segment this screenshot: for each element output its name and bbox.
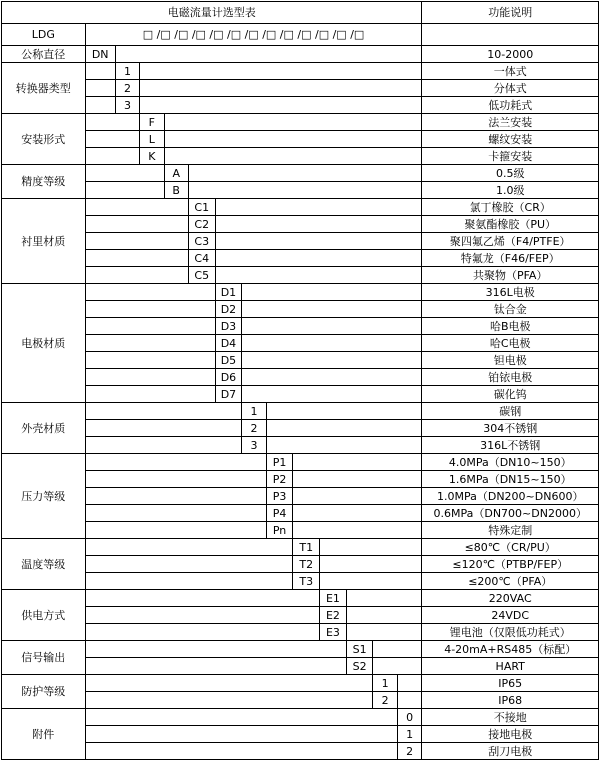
desc-pressure-4: 0.6MPa（DN700~DN2000）: [422, 505, 599, 522]
spacer: [85, 318, 215, 335]
desc-protection-2: IP68: [422, 692, 599, 709]
row-label-signal-output: 信号输出: [2, 641, 86, 675]
model-code-pattern: □ /□ /□ /□ /□ /□ /□ /□ /□ /□ /□ /□ /□: [85, 24, 422, 46]
table-row: [2, 420, 599, 437]
desc-converter-type-1: 一体式: [422, 63, 599, 80]
spacer: [242, 301, 422, 318]
table-row: [2, 335, 599, 352]
code-dn: DN: [85, 46, 115, 63]
code-electrode-5: D5: [215, 352, 242, 369]
table-row: [2, 318, 599, 335]
spacer: [293, 471, 422, 488]
table-row: [2, 199, 599, 216]
code-accessory-2: 1: [397, 726, 422, 743]
code-electrode-1: D1: [215, 284, 242, 301]
spacer: [85, 97, 115, 114]
table-row: [2, 641, 599, 658]
code-electrode-7: D7: [215, 386, 242, 403]
spacer: [164, 114, 422, 131]
code-accuracy-2: B: [164, 182, 188, 199]
table-row: [2, 301, 599, 318]
code-converter-type-3: 3: [115, 97, 139, 114]
spacer: [85, 556, 293, 573]
desc-pressure-1: 4.0MPa（DN10~150）: [422, 454, 599, 471]
table-row: [2, 131, 599, 148]
table-row: [2, 471, 599, 488]
desc-pressure-5: 特殊定制: [422, 522, 599, 539]
table-row: [2, 403, 599, 420]
code-power-2: E2: [320, 607, 347, 624]
spacer: [85, 488, 266, 505]
code-temperature-1: T1: [293, 539, 320, 556]
code-accessory-1: 0: [397, 709, 422, 726]
desc-electrode-7: 碳化钨: [422, 386, 599, 403]
function-header: 功能说明: [422, 2, 599, 24]
spacer: [85, 63, 115, 80]
spacer: [85, 573, 293, 590]
desc-housing-3: 316L不锈钢: [422, 437, 599, 454]
code-accuracy-1: A: [164, 165, 188, 182]
code-accessory-3: 2: [397, 743, 422, 760]
desc-install-type-1: 法兰安装: [422, 114, 599, 131]
desc-accuracy-1: 0.5级: [422, 165, 599, 182]
code-pressure-5: Pn: [266, 522, 293, 539]
table-row: [2, 743, 599, 760]
table-row: [2, 573, 599, 590]
function-blank: [422, 24, 599, 46]
spacer: [85, 233, 188, 250]
code-install-type-3: K: [140, 148, 164, 165]
table-row: [2, 590, 599, 607]
row-label-converter-type: 转换器类型: [2, 63, 86, 114]
code-signal-2: S2: [346, 658, 373, 675]
spacer: [85, 590, 319, 607]
code-liner-3: C3: [188, 233, 215, 250]
desc-liner-5: 共聚物（PFA）: [422, 267, 599, 284]
code-electrode-6: D6: [215, 369, 242, 386]
spacer: [293, 488, 422, 505]
desc-electrode-5: 钽电极: [422, 352, 599, 369]
desc-pressure-2: 1.6MPa（DN15~150）: [422, 471, 599, 488]
code-housing-3: 3: [242, 437, 266, 454]
table-row: [2, 46, 599, 63]
spacer: [85, 607, 319, 624]
desc-power-2: 24VDC: [422, 607, 599, 624]
spacer: [85, 403, 242, 420]
spacer: [242, 284, 422, 301]
selection-table: [1, 1, 599, 760]
desc-temperature-2: ≤120℃（PTBP/FEP）: [422, 556, 599, 573]
code-temperature-2: T2: [293, 556, 320, 573]
code-liner-1: C1: [188, 199, 215, 216]
table-row: [2, 114, 599, 131]
spacer: [85, 182, 164, 199]
spacer: [397, 692, 422, 709]
spacer: [85, 420, 242, 437]
desc-electrode-6: 铂铱电极: [422, 369, 599, 386]
table-row: [2, 250, 599, 267]
desc-temperature-1: ≤80℃（CR/PU）: [422, 539, 599, 556]
table-row: [2, 233, 599, 250]
code-converter-type-1: 1: [115, 63, 139, 80]
code-liner-5: C5: [188, 267, 215, 284]
table-row: [2, 607, 599, 624]
spacer: [85, 165, 164, 182]
spacer: [242, 369, 422, 386]
row-label-electrode-material: 电极材质: [2, 284, 86, 403]
table-row: [2, 63, 599, 80]
spacer: [85, 624, 319, 641]
spacer: [293, 522, 422, 539]
spacer: [346, 624, 422, 641]
desc-electrode-3: 哈B电极: [422, 318, 599, 335]
spacer: [242, 386, 422, 403]
table-row: [2, 369, 599, 386]
table-row: [2, 675, 599, 692]
model-code-row: [2, 24, 599, 46]
desc-electrode-1: 316L电极: [422, 284, 599, 301]
spacer: [85, 386, 215, 403]
code-power-3: E3: [320, 624, 347, 641]
spacer: [215, 216, 422, 233]
table-row: [2, 386, 599, 403]
desc-liner-1: 氯丁橡胶（CR）: [422, 199, 599, 216]
spacer: [140, 80, 422, 97]
spacer: [85, 335, 215, 352]
row-label-accessories: 附件: [2, 709, 86, 760]
desc-liner-3: 聚四氟乙烯（F4/PTFE）: [422, 233, 599, 250]
desc-signal-1: 4-20mA+RS485（标配）: [422, 641, 599, 658]
desc-liner-4: 特氟龙（F46/FEP）: [422, 250, 599, 267]
code-install-type-1: F: [140, 114, 164, 131]
spacer: [373, 641, 422, 658]
row-label-temperature-rating: 温度等级: [2, 539, 86, 590]
spacer: [85, 709, 397, 726]
spacer: [85, 131, 140, 148]
spacer: [242, 335, 422, 352]
desc-accuracy-2: 1.0级: [422, 182, 599, 199]
spacer: [85, 216, 188, 233]
spacer: [242, 352, 422, 369]
spacer: [85, 80, 115, 97]
code-liner-4: C4: [188, 250, 215, 267]
desc-temperature-3: ≤200℃（PFA）: [422, 573, 599, 590]
code-protection-2: 2: [373, 692, 397, 709]
table-row: [2, 454, 599, 471]
row-label-install-type: 安装形式: [2, 114, 86, 165]
desc-housing-1: 碳钢: [422, 403, 599, 420]
code-pressure-2: P2: [266, 471, 293, 488]
spacer: [320, 573, 422, 590]
code-liner-2: C2: [188, 216, 215, 233]
model-prefix: LDG: [2, 24, 86, 46]
spacer: [346, 590, 422, 607]
spacer: [85, 267, 188, 284]
spacer: [346, 607, 422, 624]
spacer: [85, 250, 188, 267]
spacer: [85, 522, 266, 539]
row-label-power-supply: 供电方式: [2, 590, 86, 641]
spacer: [397, 675, 422, 692]
desc-install-type-2: 螺纹安装: [422, 131, 599, 148]
spacer: [293, 454, 422, 471]
table-row: [2, 624, 599, 641]
spacer: [188, 182, 422, 199]
desc-accessory-2: 接地电极: [422, 726, 599, 743]
spacer: [140, 63, 422, 80]
table-row: [2, 505, 599, 522]
table-row: [2, 216, 599, 233]
spacer: [85, 114, 140, 131]
spacer: [188, 165, 422, 182]
table-row: [2, 726, 599, 743]
table-row: [2, 97, 599, 114]
table-row: [2, 284, 599, 301]
spacer: [320, 556, 422, 573]
spacer: [85, 726, 397, 743]
spacer: [215, 233, 422, 250]
spacer: [85, 199, 188, 216]
code-power-1: E1: [320, 590, 347, 607]
spacer: [164, 131, 422, 148]
spacer: [85, 658, 346, 675]
spacer: [266, 420, 422, 437]
table-row: [2, 437, 599, 454]
spacer: [85, 454, 266, 471]
row-label-housing-material: 外壳材质: [2, 403, 86, 454]
spacer: [293, 505, 422, 522]
spacer: [242, 318, 422, 335]
spacer: [215, 199, 422, 216]
spacer: [373, 658, 422, 675]
spacer: [85, 675, 373, 692]
desc-electrode-2: 钛合金: [422, 301, 599, 318]
desc-pressure-3: 1.0MPa（DN200~DN600）: [422, 488, 599, 505]
code-housing-1: 1: [242, 403, 266, 420]
table-row: [2, 658, 599, 675]
row-label-accuracy: 精度等级: [2, 165, 86, 199]
code-pressure-1: P1: [266, 454, 293, 471]
spacer: [85, 148, 140, 165]
code-electrode-2: D2: [215, 301, 242, 318]
code-protection-1: 1: [373, 675, 397, 692]
table-row: [2, 148, 599, 165]
spacer: [85, 692, 373, 709]
table-row: [2, 165, 599, 182]
spacer: [85, 301, 215, 318]
desc-accessory-3: 刮刀电极: [422, 743, 599, 760]
table-row: [2, 80, 599, 97]
spacer: [215, 267, 422, 284]
code-pressure-3: P3: [266, 488, 293, 505]
desc-converter-type-2: 分体式: [422, 80, 599, 97]
code-electrode-4: D4: [215, 335, 242, 352]
desc-install-type-3: 卡箍安装: [422, 148, 599, 165]
table-row: [2, 182, 599, 199]
code-signal-1: S1: [346, 641, 373, 658]
desc-signal-2: HART: [422, 658, 599, 675]
spacer: [266, 403, 422, 420]
desc-nominal-diameter: 10-2000: [422, 46, 599, 63]
spacer: [85, 539, 293, 556]
spacer: [85, 352, 215, 369]
row-label-liner-material: 衬里材质: [2, 199, 86, 284]
code-pressure-4: P4: [266, 505, 293, 522]
table-row: [2, 488, 599, 505]
desc-electrode-4: 哈C电极: [422, 335, 599, 352]
spacer: [320, 539, 422, 556]
desc-accessory-1: 不接地: [422, 709, 599, 726]
desc-housing-2: 304不锈钢: [422, 420, 599, 437]
table-title-row: [2, 2, 599, 24]
spacer: [85, 505, 266, 522]
spacer: [164, 148, 422, 165]
table-row: [2, 709, 599, 726]
table-row: [2, 352, 599, 369]
code-temperature-3: T3: [293, 573, 320, 590]
spacer: [85, 369, 215, 386]
desc-protection-1: IP65: [422, 675, 599, 692]
table-row: [2, 267, 599, 284]
code-install-type-2: L: [140, 131, 164, 148]
code-electrode-3: D3: [215, 318, 242, 335]
desc-converter-type-3: 低功耗式: [422, 97, 599, 114]
row-label-protection-rating: 防护等级: [2, 675, 86, 709]
spacer: [85, 743, 397, 760]
spacer: [85, 641, 346, 658]
spacer: [266, 437, 422, 454]
desc-liner-2: 聚氨酯橡胶（PU）: [422, 216, 599, 233]
table-row: [2, 522, 599, 539]
row-label-pressure-rating: 压力等级: [2, 454, 86, 539]
spacer: [215, 250, 422, 267]
table-row: [2, 692, 599, 709]
table-row: [2, 556, 599, 573]
spacer: [85, 471, 266, 488]
page-title: 电磁流量计选型表: [2, 2, 422, 24]
row-label-nominal-diameter: 公称直径: [2, 46, 86, 63]
spacer: [85, 437, 242, 454]
spacer: [115, 46, 422, 63]
desc-power-3: 锂电池（仅限低功耗式）: [422, 624, 599, 641]
desc-power-1: 220VAC: [422, 590, 599, 607]
spacer: [140, 97, 422, 114]
code-converter-type-2: 2: [115, 80, 139, 97]
code-housing-2: 2: [242, 420, 266, 437]
table-row: [2, 539, 599, 556]
spacer: [85, 284, 215, 301]
